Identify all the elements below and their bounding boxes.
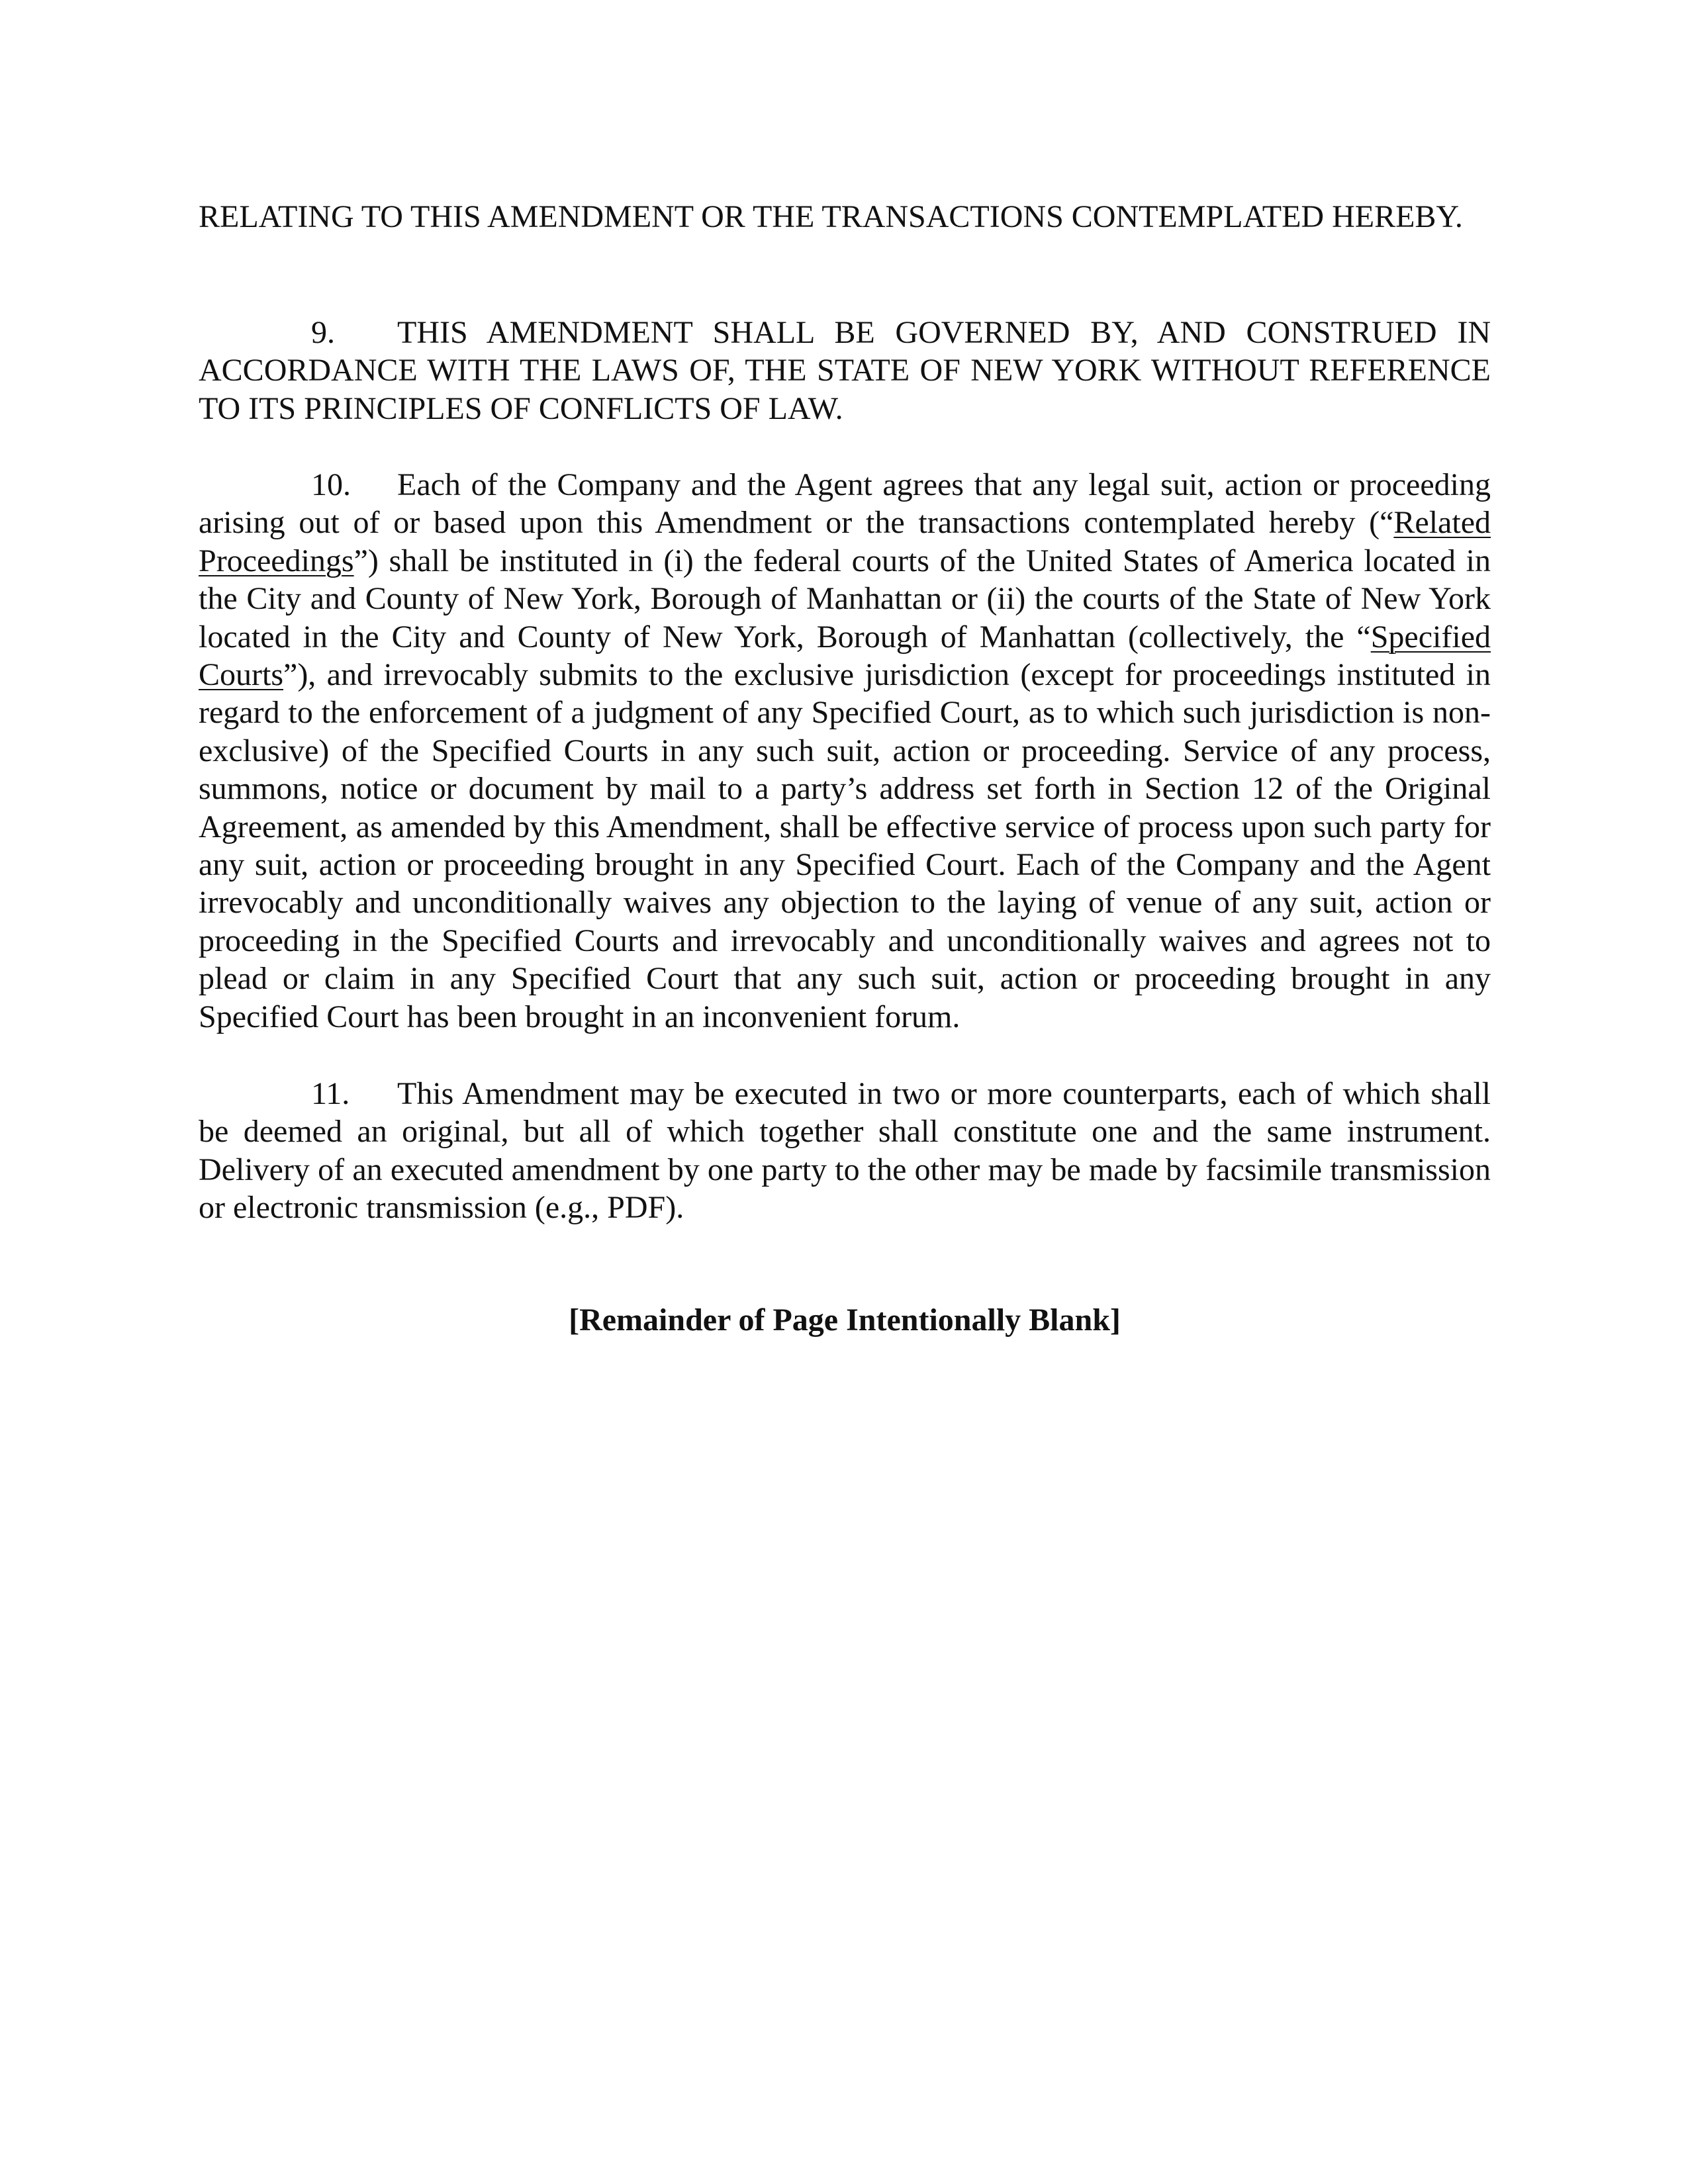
section-10-number: 10. — [311, 467, 351, 502]
defined-term-related-proceedings: Related Proceedings — [199, 505, 1491, 578]
section-9-paragraph — [199, 314, 1491, 428]
section-9-number: 9. — [311, 315, 335, 350]
section-11-text: This Amendment may be executed in two or more counterparts, each of which shall be deemed an original, but all of which together shall constitute one and the same instrument. Delivery of an executed amendment by one party to the other may be made by facsimile transmission or electronic transmission (e.g., PDF). — [199, 1076, 1491, 1226]
section-11-paragraph — [199, 1075, 1491, 1227]
section-10-text-a: Each of the Company and the Agent agrees that any legal suit, action or proceeding arising out of or based upon this Amendment or the transactions contemplated hereby (“ — [199, 467, 1491, 541]
defined-term-specified-courts: Specified Courts — [199, 619, 1491, 693]
remainder-blank-notice: [Remainder of Page Intentionally Blank] — [569, 1302, 1121, 1338]
section-10-text-c: ”), and irrevocably submits to the exclusive jurisdiction (except for proceedings instituted in regard to the enforcement of a judgment of any Specified Court, as to which such jurisdiction is non-exclusive) of the Specified Courts in any such suit, action or proceeding. Service of any process, summons, notice or document by mail to a party’s address set forth in Section 12 of the Original Agreement, as amended by this Amendment, shall be effective service of process upon such party for any suit, action or proceeding brought in any Specified Court. Each of the Company and the Agent irrevocably and unconditionally waives any objection to the laying of venue of any suit, action or proceeding in the Specified Courts and irrevocably and unconditionally waives and agrees not to plead or claim in any Specified Court that any such suit, action or proceeding brought in any Specified Court has been brought in an inconvenient forum. — [199, 657, 1491, 1034]
continuation-paragraph — [199, 198, 1491, 236]
continuation-text: RELATING TO THIS AMENDMENT OR THE TRANSACTIONS CONTEMPLATED HEREBY. — [199, 199, 1463, 234]
section-11-number: 11. — [311, 1076, 350, 1111]
section-10-text-b: ”) shall be instituted in (i) the federal courts of the United States of America located in the City and County of New York, Borough of Manhattan or (ii) the courts of the State of New York located in the City and County of New York, Borough of Manhattan (collectively, the “ — [199, 543, 1491, 655]
section-10-paragraph — [199, 466, 1491, 1036]
section-9-text: THIS AMENDMENT SHALL BE GOVERNED BY, AND CONSTRUED IN ACCORDANCE WITH THE LAWS OF, THE STATE OF NEW YORK WITHOUT REFERENCE TO ITS PRINCIPLES OF CONFLICTS OF LAW. — [199, 315, 1491, 426]
